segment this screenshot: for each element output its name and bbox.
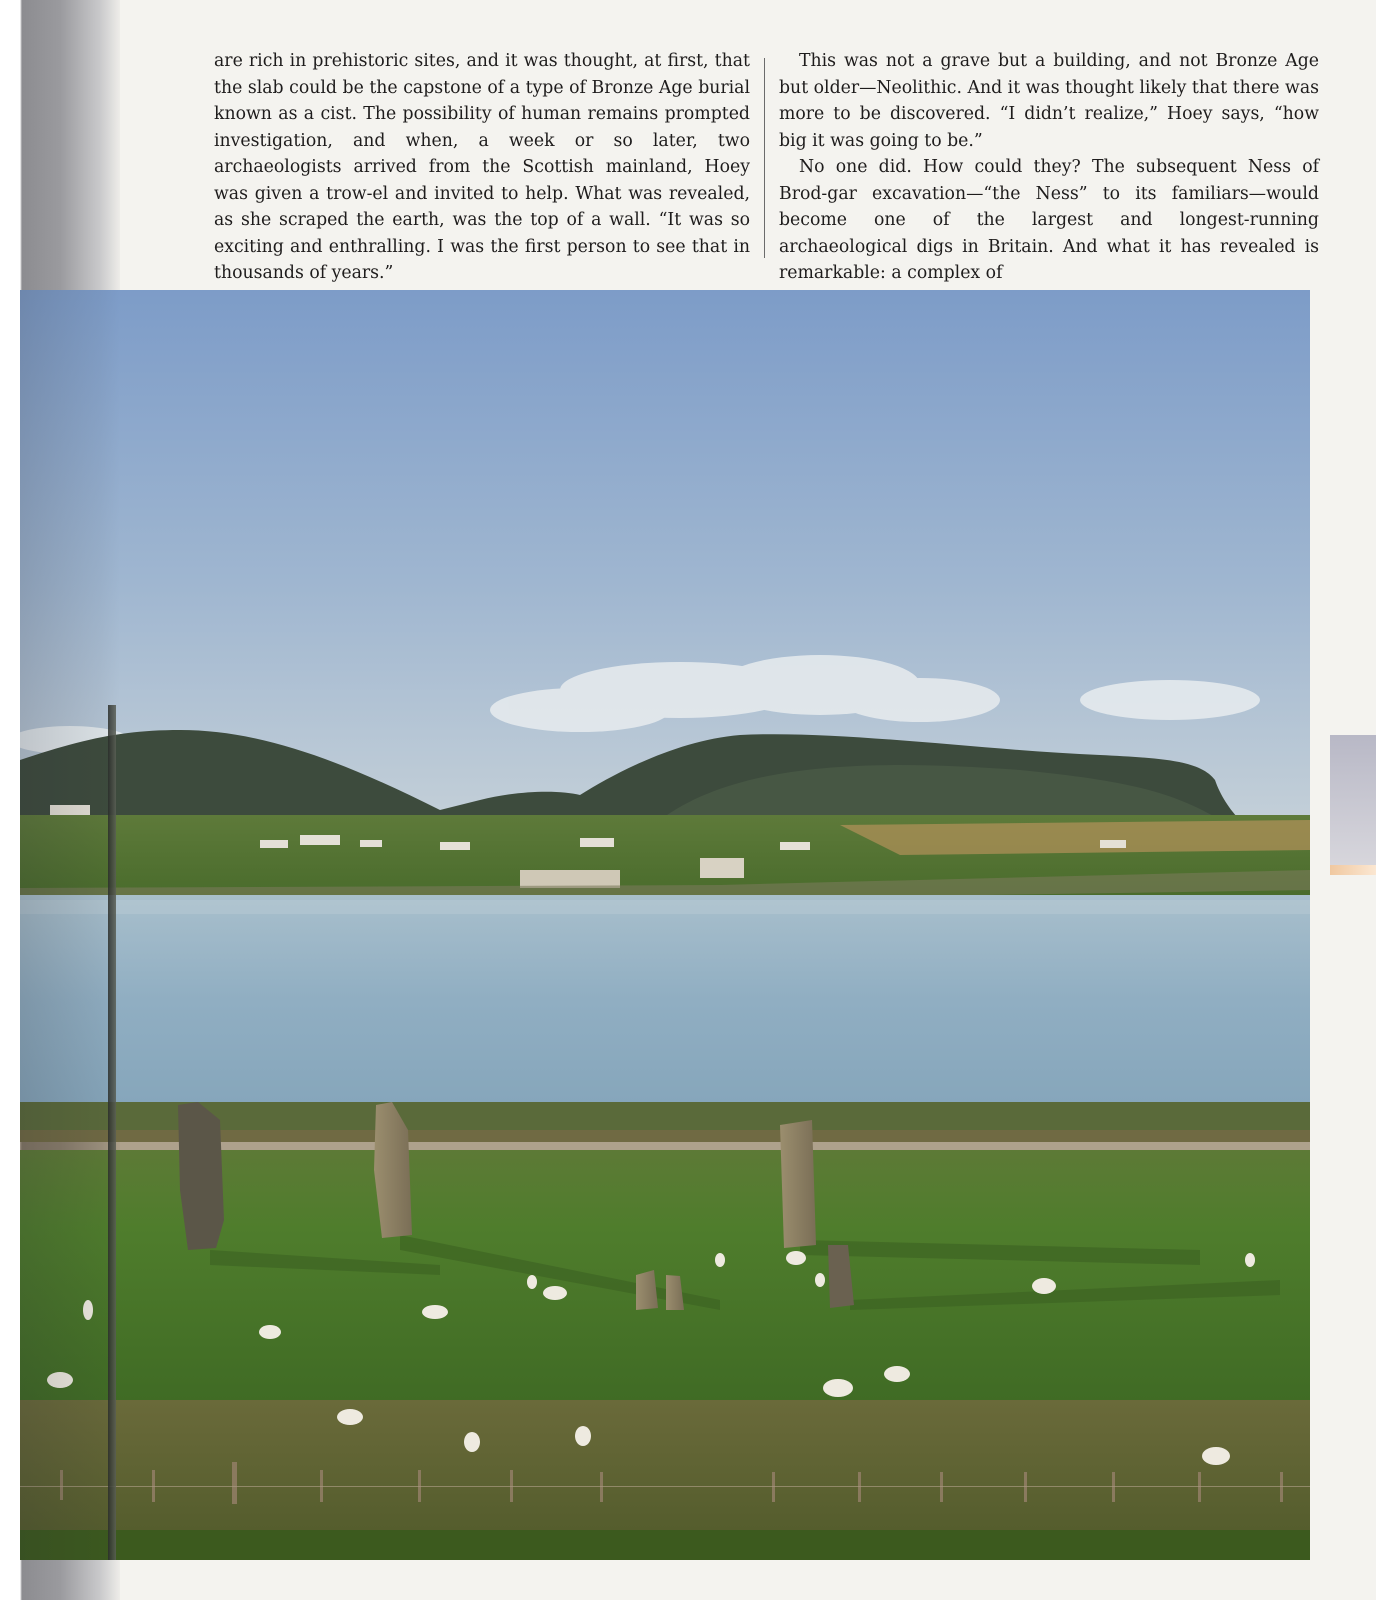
article-column-left — [214, 48, 764, 283]
article-text — [214, 48, 1324, 283]
article-paragraph: This was not a grave but a building, and not Bronze Age but older—Neolithic. And it was thought likely that there was more to be discovered. “I didn’t realize,” Hoey says, “how big it was going to be.” — [779, 51, 1319, 151]
column-rule — [764, 58, 765, 258]
article-paragraph: are rich in prehistoric sites, and it was thought, at first, that the slab could be the capstone of a type of Bronze Age burial known as a cist. The possibility of human remains prompted investigation, and when, a week or so later, two archaeologists arrived from the Scottish mainland, Hoey was given a trow-el and invited to help. What was revealed, as she scraped the earth, was the top of a wall. “It was so exciting and enthralling. I was the first person to see that in thousands of years.” — [214, 51, 750, 283]
loch — [20, 895, 1310, 1105]
article-column-right — [779, 48, 1319, 283]
facing-page-accent — [1330, 865, 1376, 875]
article-paragraph: No one did. How could they? The subsequent Ness of Brod-gar excavation—“the Ness” to its familiars—would become one of the largest and longest-running archaeological digs in Britain. And what it has revealed is remarkable: a complex of — [779, 157, 1319, 283]
landscape-photo — [20, 290, 1310, 1560]
facing-page-edge — [1330, 735, 1376, 865]
binding-fold — [108, 705, 116, 1560]
scan-edge — [0, 0, 20, 1600]
